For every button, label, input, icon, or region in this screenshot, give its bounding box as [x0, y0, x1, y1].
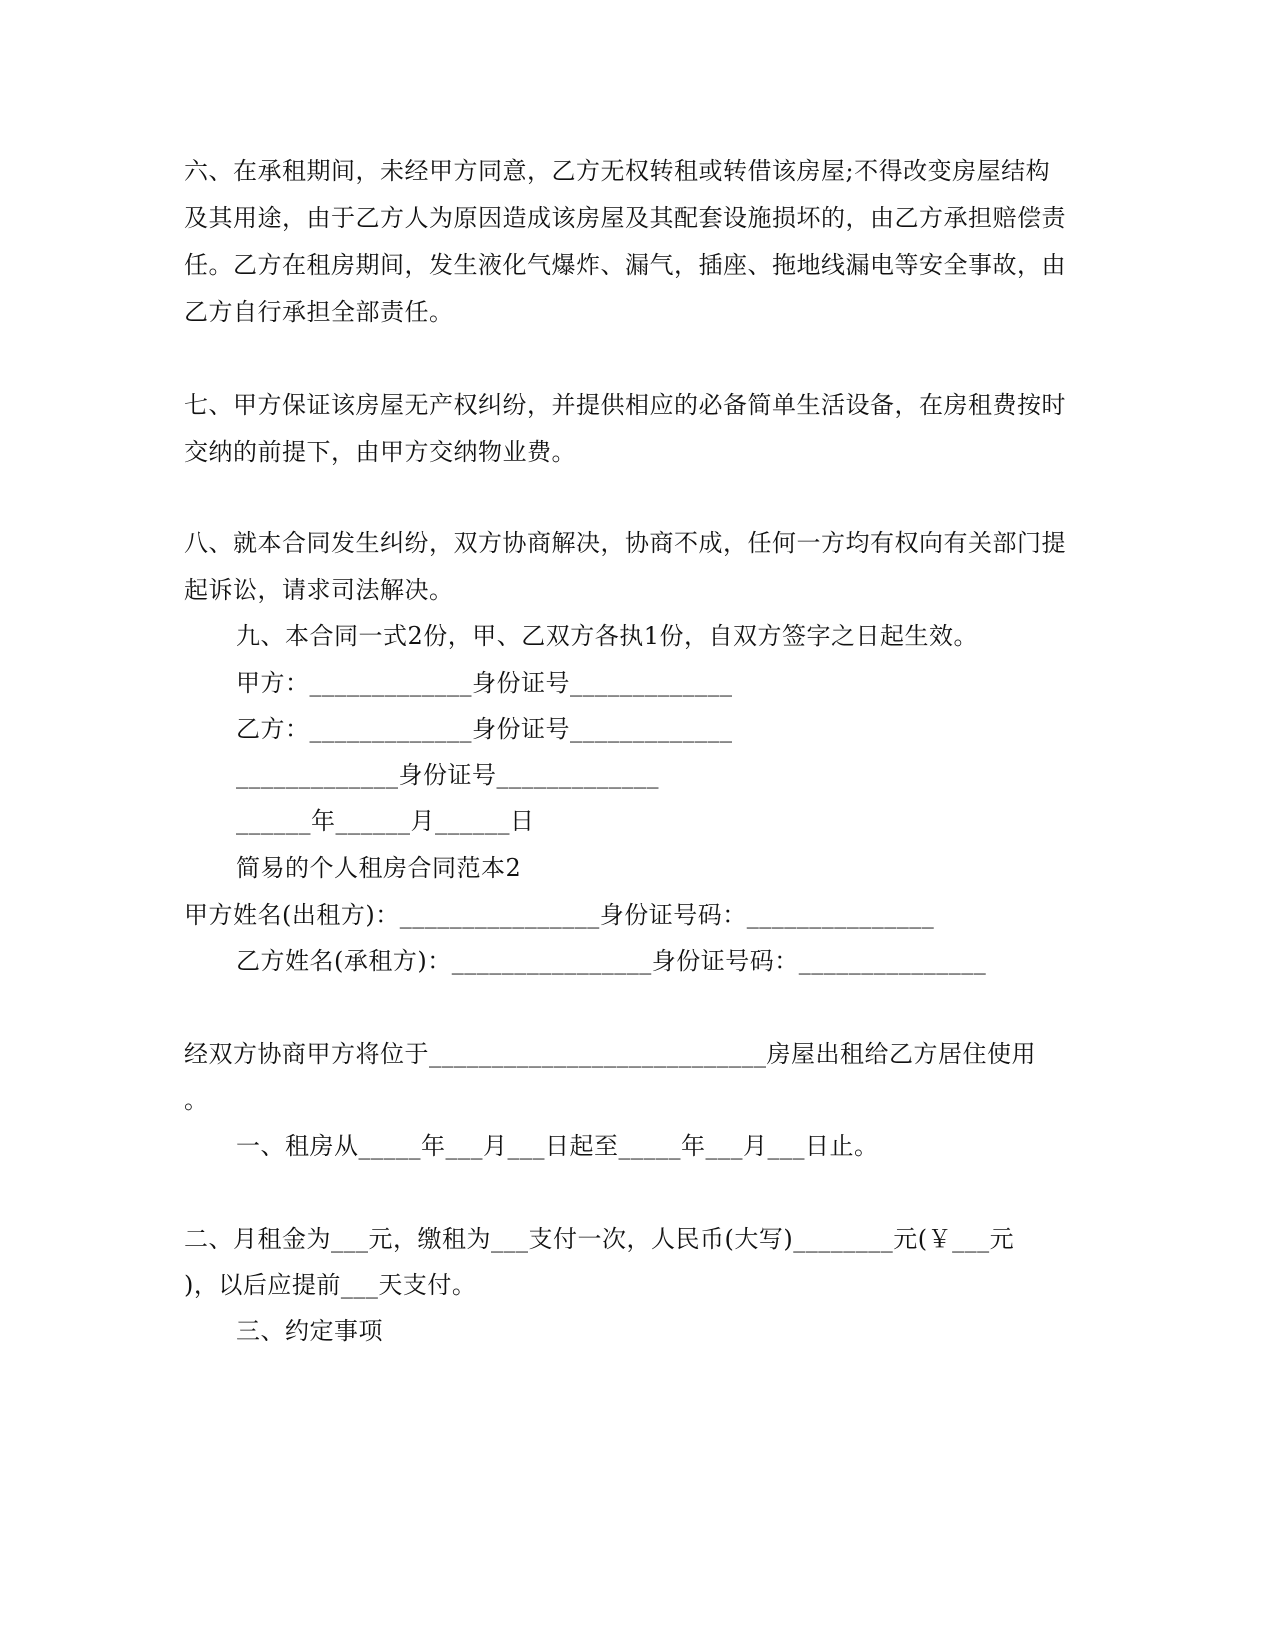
clause-6-line-1: 六、在承租期间，未经甲方同意，乙方无权转租或转借该房屋;不得改变房屋结构: [184, 157, 1051, 185]
landlord-line: 甲方姓名(出租方)：________________身份证号码：_______________: [184, 901, 935, 929]
clause-8-line-2: 起诉讼，请求司法解决。: [184, 576, 454, 604]
rent-line-1: 二、月租金为___元，缴租为___支付一次，人民币(大写)________元(￥___元: [184, 1225, 1015, 1253]
clause-9: 九、本合同一式2份，甲、乙双方各执1份，自双方签字之日起生效。: [236, 622, 979, 650]
location-line-1: 经双方协商甲方将位于___________________________房屋出租给乙方居住使用: [184, 1040, 1036, 1068]
term-line: 一、租房从_____年___月___日起至_____年___月___日止。: [236, 1132, 879, 1160]
signature-party-a: 甲方：_____________身份证号_____________: [236, 669, 733, 697]
signature-extra: _____________身份证号_____________: [236, 761, 659, 789]
location-line-2: 。: [184, 1086, 209, 1114]
signature-date: ______年______月______日: [236, 807, 535, 835]
rent-line-2: )，以后应提前___天支付。: [184, 1271, 477, 1299]
clause-8-line-1: 八、就本合同发生纠纷，双方协商解决，协商不成，任何一方均有权向有关部门提: [184, 529, 1066, 557]
clause-6-line-4: 乙方自行承担全部责任。: [184, 298, 454, 326]
signature-party-b: 乙方：_____________身份证号_____________: [236, 715, 733, 743]
tenant-line: 乙方姓名(承租方)：________________身份证号码：_______________: [236, 947, 987, 975]
clause-6-line-3: 任。乙方在租房期间，发生液化气爆炸、漏气，插座、拖地线漏电等安全事故，由: [184, 251, 1066, 279]
clause-6-line-2: 及其用途，由于乙方人为原因造成该房屋及其配套设施损坏的，由乙方承担赔偿责: [184, 204, 1066, 232]
clause-7-line-2: 交纳的前提下，由甲方交纳物业费。: [184, 438, 576, 466]
template-2-title: 简易的个人租房合同范本2: [236, 854, 522, 882]
agreement-heading: 三、约定事项: [236, 1317, 383, 1345]
clause-7-line-1: 七、甲方保证该房屋无产权纠纷，并提供相应的必备简单生活设备，在房租费按时: [184, 391, 1066, 419]
